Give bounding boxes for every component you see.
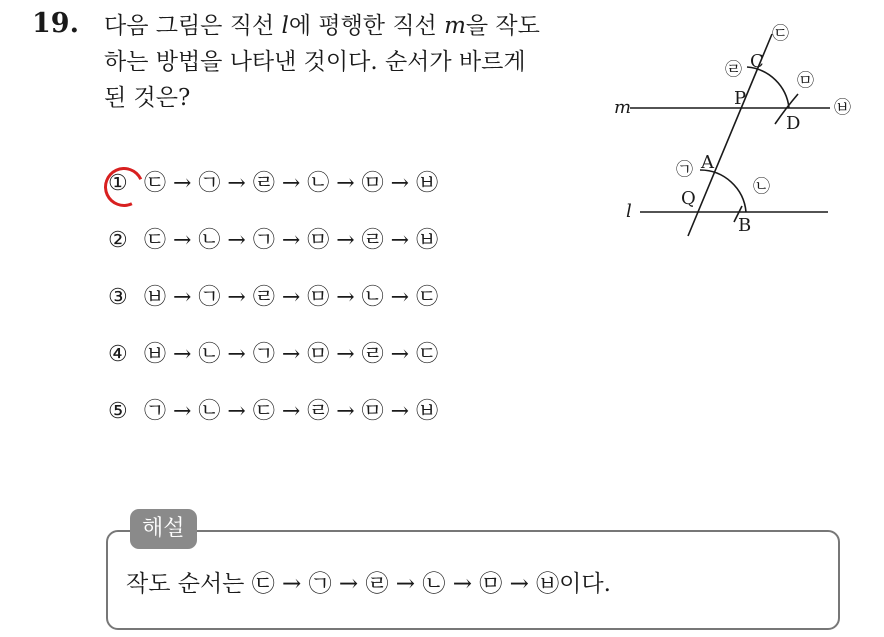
label-a: A [701,152,714,173]
line-m-variable: m [444,13,466,39]
question-line-1-pre: 다음 그림은 직선 [104,13,282,39]
step-5-label: ㉤ [797,71,814,91]
label-l: l [626,201,632,222]
choice-4[interactable] [104,331,438,388]
step-6-label: ㉥ [834,98,851,118]
choice-1-number: ① [108,171,128,196]
label-q: Q [681,188,696,209]
question-line-1-post: 을 작도 [465,13,540,39]
arc-p-cd [747,67,789,108]
question-line-2: 하는 방법을 나타낸 것이다. 순서가 바르게 [104,49,526,75]
question-line-1 [104,8,594,44]
label-m: m [614,97,632,118]
answer-choices [104,160,438,445]
step-4-label: ㉣ [725,60,742,80]
question-line-1-mid: 에 평행한 직선 [288,13,445,39]
question-text [104,8,594,116]
construction-figure [600,12,870,250]
step-2-label: ㉡ [753,177,770,197]
choice-3-sequence: ㉥ → ㉠ → ㉣ → ㉤ → ㉡ → ㉢ [144,285,439,310]
choice-3-number: ③ [108,285,128,310]
choice-4-number: ④ [108,342,128,367]
label-d: D [786,113,801,134]
choice-1[interactable] [104,160,438,217]
label-c: C [750,51,764,72]
choice-4-sequence: ㉥ → ㉡ → ㉠ → ㉤ → ㉣ → ㉢ [144,342,439,367]
step-3-label: ㉢ [772,24,789,44]
choice-1-sequence: ㉢ → ㉠ → ㉣ → ㉡ → ㉤ → ㉥ [144,171,439,196]
label-p: P [734,88,747,109]
question-line-3: 된 것은? [104,85,191,111]
line-l-variable: l [281,13,289,39]
choice-5[interactable] [104,388,438,445]
question-number: 19. [32,8,79,39]
choice-3[interactable] [104,274,438,331]
choice-2-number: ② [108,228,128,253]
choice-5-number: ⑤ [108,399,128,424]
step-1-label: ㉠ [676,160,693,180]
choice-2[interactable] [104,217,438,274]
choice-5-sequence: ㉠ → ㉡ → ㉢ → ㉣ → ㉤ → ㉥ [144,399,439,424]
solution-tag: 해설 [130,509,197,549]
label-b: B [738,215,752,236]
solution-text: 작도 순서는 ㉢ → ㉠ → ㉣ → ㉡ → ㉤ → ㉥이다. [126,571,611,597]
choice-2-sequence: ㉢ → ㉡ → ㉠ → ㉤ → ㉣ → ㉥ [144,228,439,253]
